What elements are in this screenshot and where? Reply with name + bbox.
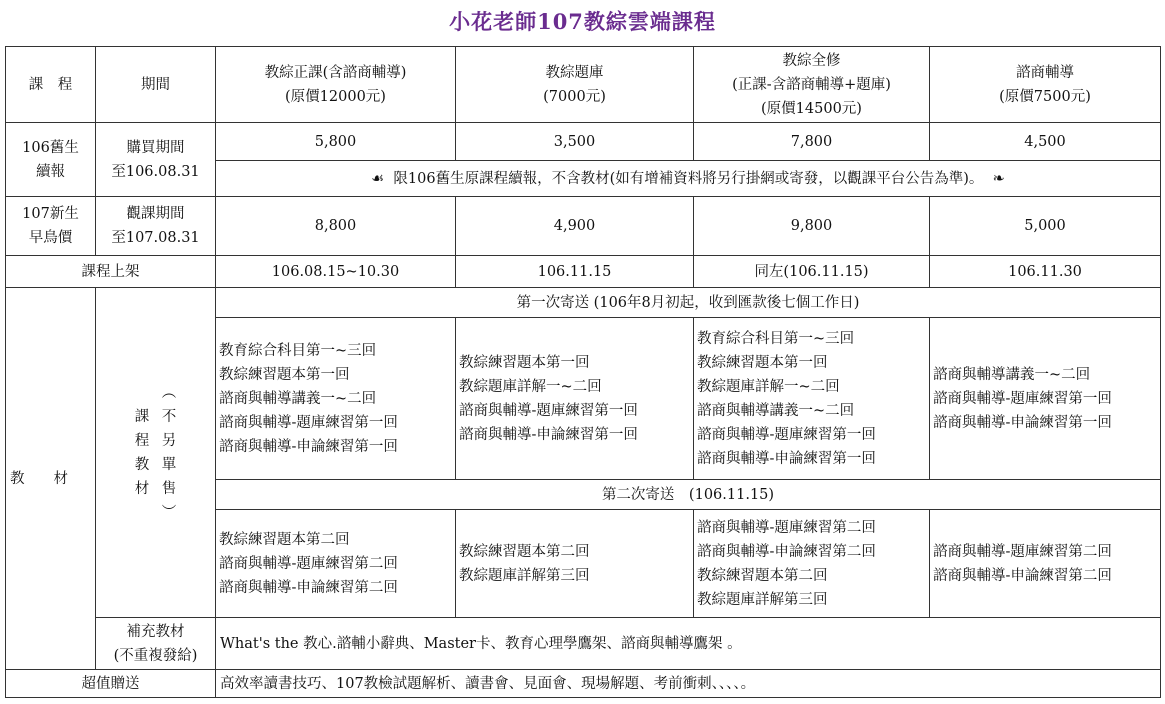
header-row — [6, 47, 1161, 123]
old-price-col2: 3,500 — [456, 123, 694, 161]
second-items-col3: 諮商與輔導-題庫練習第二回 諮商與輔導-申論練習第二回 教綜練習題本第二回 教綜題庫詳解第三回 — [694, 510, 930, 618]
header-course: 課 程 — [6, 47, 96, 123]
release-col2: 106.11.15 — [456, 256, 694, 288]
old-student-label: 106舊生 續報 — [6, 123, 96, 197]
supplement-label: 補充教材 (不重複發給) — [96, 618, 216, 670]
second-items-col4: 諮商與輔導-題庫練習第二回 諮商與輔導-申論練習第二回 — [930, 510, 1161, 618]
row-release — [6, 256, 1161, 288]
old-student-note: ☙ 限106舊生原課程續報，不含教材(如有增補資料將另行掛網或寄發，以觀課平台公告為準)。 ❧ — [216, 161, 1161, 197]
release-col3: 同左(106.11.15) — [694, 256, 930, 288]
row-bonus — [6, 670, 1161, 698]
first-shipment-header: 第一次寄送 (106年8月初起，收到匯款後七個工作日) — [216, 288, 1161, 318]
fleuron-left-icon: ☙ — [371, 170, 385, 187]
second-items-col2: 教綜練習題本第二回 教綜題庫詳解第三回 — [456, 510, 694, 618]
supplement-text: What's the 教心.諮輔小辭典、Master卡、教育心理學鷹架、諮商與輔導鷹架 。 — [216, 618, 1161, 670]
row-new-prices — [6, 197, 1161, 256]
old-student-period: 購買期間 至106.08.31 — [96, 123, 216, 197]
first-items-col3: 教育綜合科目第一~三回 教綜練習題本第一回 教綜題庫詳解一~二回 諮商與輔導講義一~二回 諮商與輔導-題庫練習第一回 諮商與輔導-申論練習第一回 — [694, 318, 930, 480]
bonus-label: 超值贈送 — [6, 670, 216, 698]
old-price-col1: 5,800 — [216, 123, 456, 161]
second-items-col1: 教綜練習題本第二回 諮商與輔導-題庫練習第二回 諮商與輔導-申論練習第二回 — [216, 510, 456, 618]
release-label: 課程上架 — [6, 256, 216, 288]
materials-label: 教 材 — [6, 288, 96, 670]
first-items-col1: 教育綜合科目第一~三回 教綜練習題本第一回 諮商與輔導講義一~二回 諮商與輔導-題庫練習第一回 諮商與輔導-申論練習第一回 — [216, 318, 456, 480]
page-title: 小花老師107教綜雲端課程 — [449, 9, 716, 34]
sublabel-col1: 課 程 教 材 — [134, 408, 150, 497]
header-col4: 諮商輔導 (原價7500元) — [930, 47, 1161, 123]
release-col1: 106.08.15~10.30 — [216, 256, 456, 288]
row-old-prices — [6, 123, 1161, 161]
sublabel-col2: ︵ 不 另 單 售 ︶ — [161, 384, 177, 521]
fleuron-right-icon: ❧ — [992, 170, 1005, 187]
first-items-col4: 諮商與輔導講義一~二回 諮商與輔導-題庫練習第一回 諮商與輔導-申論練習第一回 — [930, 318, 1161, 480]
header-col3: 教綜全修 (正課-含諮商輔導+題庫) (原價14500元) — [694, 47, 930, 123]
row-first-shipment — [6, 288, 1161, 318]
old-price-col4: 4,500 — [930, 123, 1161, 161]
new-price-col4: 5,000 — [930, 197, 1161, 256]
header-col1: 教綜正課(含諮商輔導) (原價12000元) — [216, 47, 456, 123]
course-table — [5, 46, 1161, 698]
new-price-col1: 8,800 — [216, 197, 456, 256]
first-items-col2: 教綜練習題本第一回 教綜題庫詳解一~二回 諮商與輔導-題庫練習第一回 諮商與輔導-申論練習第一回 — [456, 318, 694, 480]
header-period: 期間 — [96, 47, 216, 123]
new-student-label: 107新生 早鳥價 — [6, 197, 96, 256]
new-price-col3: 9,800 — [694, 197, 930, 256]
new-student-period: 觀課期間 至107.08.31 — [96, 197, 216, 256]
row-supplement — [6, 618, 1161, 670]
release-col4: 106.11.30 — [930, 256, 1161, 288]
bonus-text: 高效率讀書技巧、107教檢試題解析、讀書會、見面會、現場解題、考前衝刺、、、、。 — [216, 670, 1161, 698]
second-shipment-header: 第二次寄送 (106.11.15) — [216, 480, 1161, 510]
new-price-col2: 4,900 — [456, 197, 694, 256]
old-price-col3: 7,800 — [694, 123, 930, 161]
materials-sublabel — [96, 288, 216, 618]
header-col2: 教綜題庫 (7000元) — [456, 47, 694, 123]
